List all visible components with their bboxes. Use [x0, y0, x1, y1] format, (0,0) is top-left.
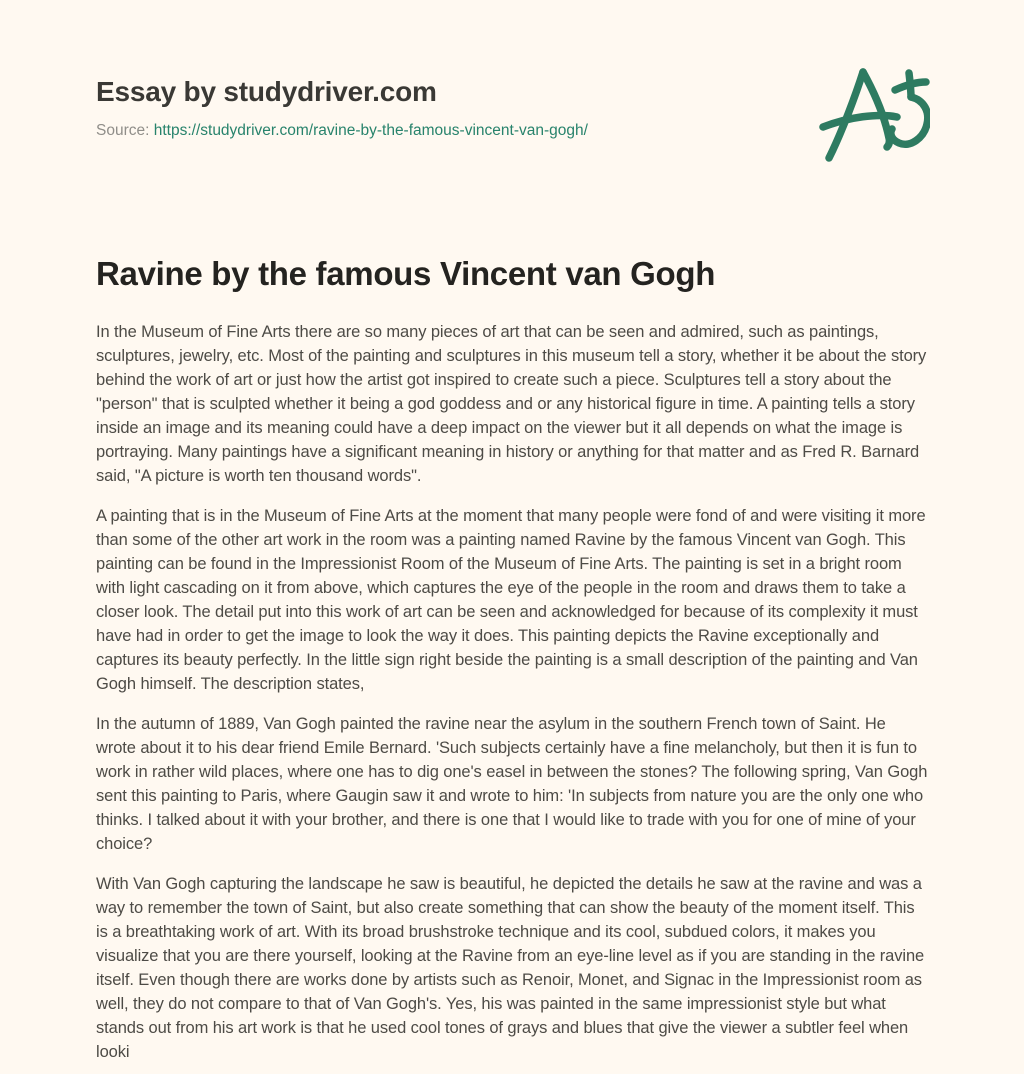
essay-paragraph-4: With Van Gogh capturing the landscape he saw is beautiful, he depicted the details he saw at the ravine and was a way to remember the town of Saint, but also create something that can show the beauty of the moment itself. This is a breathtaking work of art. With its broad brushstroke technique and its cool, subdued colors, it makes you visualize that you are there yourself, looking at the Ravine from an eye-line level as if you are standing in the ravine itself. Even though there are works done by artists such as Renoir, Monet, and Signac in the Impressionist room as well, they do not compare to that of Van Gogh's. Yes, his was painted in the same impressionist style but what stands out from his art work is that he used cool tones of grays and blues that give the viewer a subtler feel when looki [96, 874, 925, 1061]
essay-paragraph-3: In the autumn of 1889, Van Gogh painted the ravine near the asylum in the southern French town of Saint. He wrote about it to his dear friend Emile Bernard. 'Such subjects certainly have a fine melancholy, but then it is fun to work in rather wild places, where one has to dig one's easel in between the stones? The following spring, Van Gogh sent this painting to Paris, where Gaugin saw it and wrote to him: 'In subjects from nature you are the only one who thinks. I talked about it with your brother, and there is one that I would like to trade with you for one of mine of your choice? [96, 714, 928, 853]
document-content [96, 0, 928, 1064]
essay-paragraph-2: A painting that is in the Museum of Fine Arts at the moment that many people were fond of and were visiting it more than some of the other art work in the room was a painting named Ravine by the famous Vincent van Gogh. This painting can be found in the Impressionist Room of the Museum of Fine Arts. The painting is set in a bright room with light cascading on it from above, which captures the eye of the people in the room and draws them to take a closer look. The detail put into this work of art can be seen and acknowledged for because of its complexity it must have had in order to get the image to look the way it does. This painting depicts the Ravine exceptionally and captures its beauty perfectly. In the little sign right beside the painting is a small description of the painting and Van Gogh himself. The description states, [96, 506, 926, 693]
document-header-title: Essay by studydriver.com [96, 76, 437, 107]
source-label: Source: [96, 122, 150, 140]
source-url-link[interactable]: https://studydriver.com/ravine-by-the-famous-vincent-van-gogh/ [153, 122, 588, 140]
source-row [96, 120, 928, 142]
essay-title: Ravine by the famous Vincent van Gogh [96, 255, 716, 293]
essay-paragraph-1: In the Museum of Fine Arts there are so many pieces of art that can be seen and admired, such as paintings, sculptures, jewelry, etc. Most of the painting and sculptures in this museum tell a story, whether it be about the story behind the work of art or just how the artist got inspired to create such a piece. Sculptures tell a story about the "person" that is sculpted whether it being a god goddess and or any historical figure in time. A painting tells a story inside an image and its meaning could have a deep impact on the viewer but it all depends on what the image is portraying. Many paintings have a significant meaning in history or anything for that matter and as Fred R. Barnard said, "A picture is worth ten thousand words". [96, 322, 927, 485]
